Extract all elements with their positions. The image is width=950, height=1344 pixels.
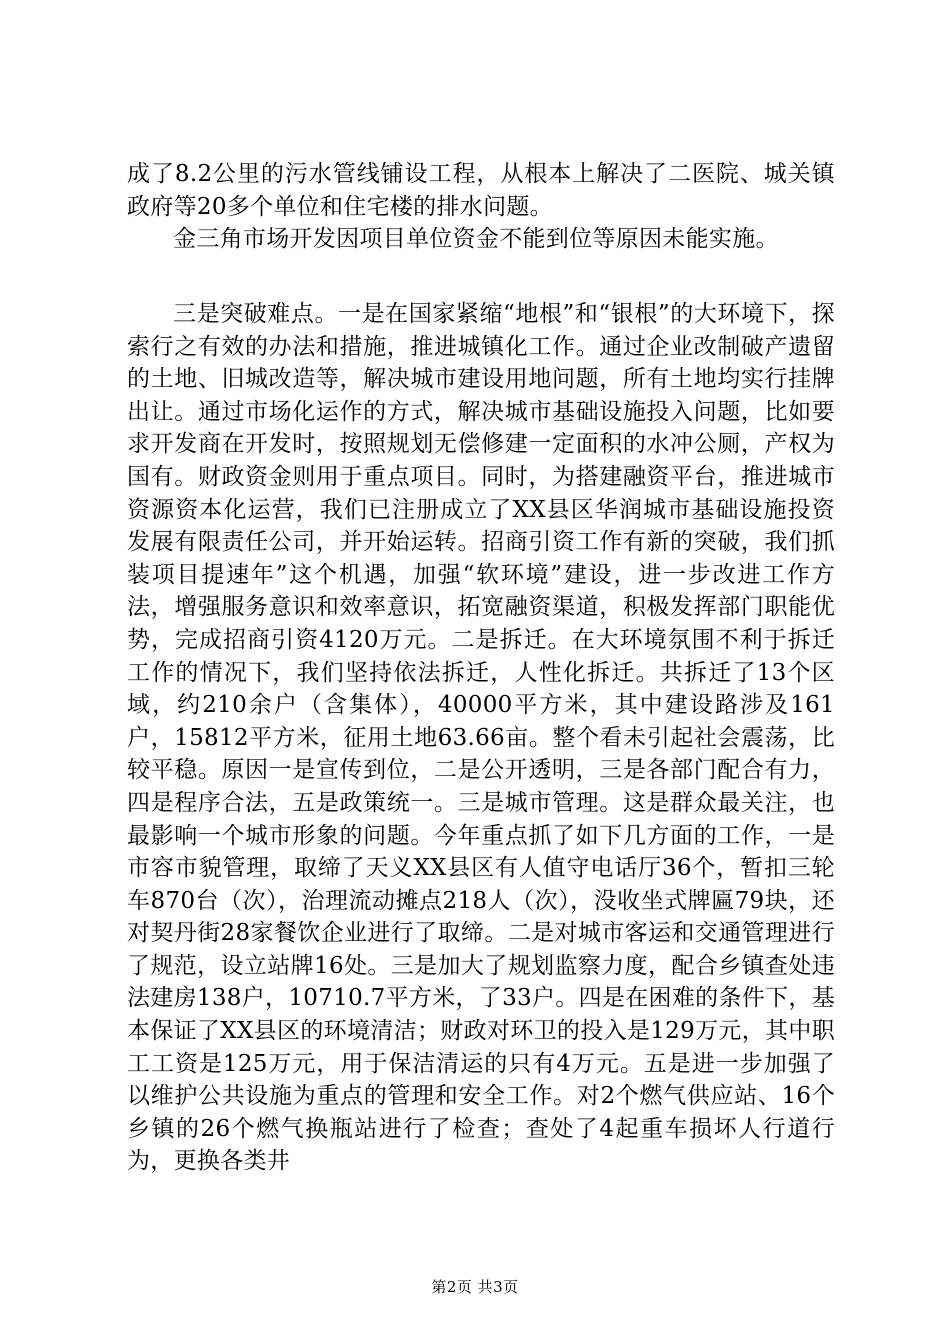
text-block-main	[127, 298, 835, 1178]
page-footer: 第2页 共3页	[431, 1278, 519, 1296]
paragraph-continuation: 成了8.2公里的污水管线铺设工程，从根本上解决了二医院、城关镇政府等20多个单位和住宅楼的排水问题。	[127, 161, 835, 220]
text-block-top	[127, 158, 835, 256]
paragraph-difficulties: 三是突破难点。一是在国家紧缩“地根”和“银根”的大环境下，探索行之有效的办法和措施，推进城镇化工作。通过企业改制破产遗留的土地、旧城改造等，解决城市建设用地问题，所有土地均实行挂牌出让。通过市场化运作的方式，解决城市基础设施投入问题，比如要求开发商在开发时，按照规划无偿修建一定面积的水冲公厕，产权为国有。财政资金则用于重点项目。同时，为搭建融资平台，推进城市资源资本化运营，我们已注册成立了XX县区华润城市基础设施投资发展有限责任公司，并开始运转。招商引资工作有新的突破，我们抓装项目提速年”这个机遇，加强“软环境”建设，进一步改进工作方法，增强服务意识和效率意识，拓宽融资渠道，积极发挥部门职能优势，完成招商引资4120万元。二是拆迁。在大环境氛围不利于拆迁工作的情况下，我们坚持依法拆迁，人性化拆迁。共拆迁了13个区域，约210余户（含集体），40000平方米，其中建设路涉及161户，15812平方米，征用土地63.66亩。整个看未引起社会震荡，比较平稳。原因一是宣传到位，二是公开透明，三是各部门配合有力，四是程序合法，五是政策统一。三是城市管理。这是群众最关注，也最影响一个城市形象的问题。今年重点抓了如下几方面的工作，一是市容市貌管理，取缔了天义XX县区有人值守电话厅36个，暂扣三轮车870台（次），治理流动摊点218人（次），没收坐式牌匾79块，还对契丹街28家餐饮企业进行了取缔。二是对城市客运和交通管理进行了规范，设立站牌16处。三是加大了规划监察力度，配合乡镇查处违法建房138户，10710.7平方米，了33户。四是在困难的条件下，基本保证了XX县区的环境清洁；财政对环卫的投入是129万元，其中职工工资是125万元，用于保洁清运的只有4万元。五是进一步加强了以维护公共设施为重点的管理和安全工作。对2个燃气供应站、16个乡镇的26个燃气换瓶站进行了检查；查处了4起重车损坏人行道行为，更换各类井	[127, 301, 835, 1175]
paragraph-market: 金三角市场开发因项目单位资金不能到位等原因未能实施。	[173, 226, 779, 253]
